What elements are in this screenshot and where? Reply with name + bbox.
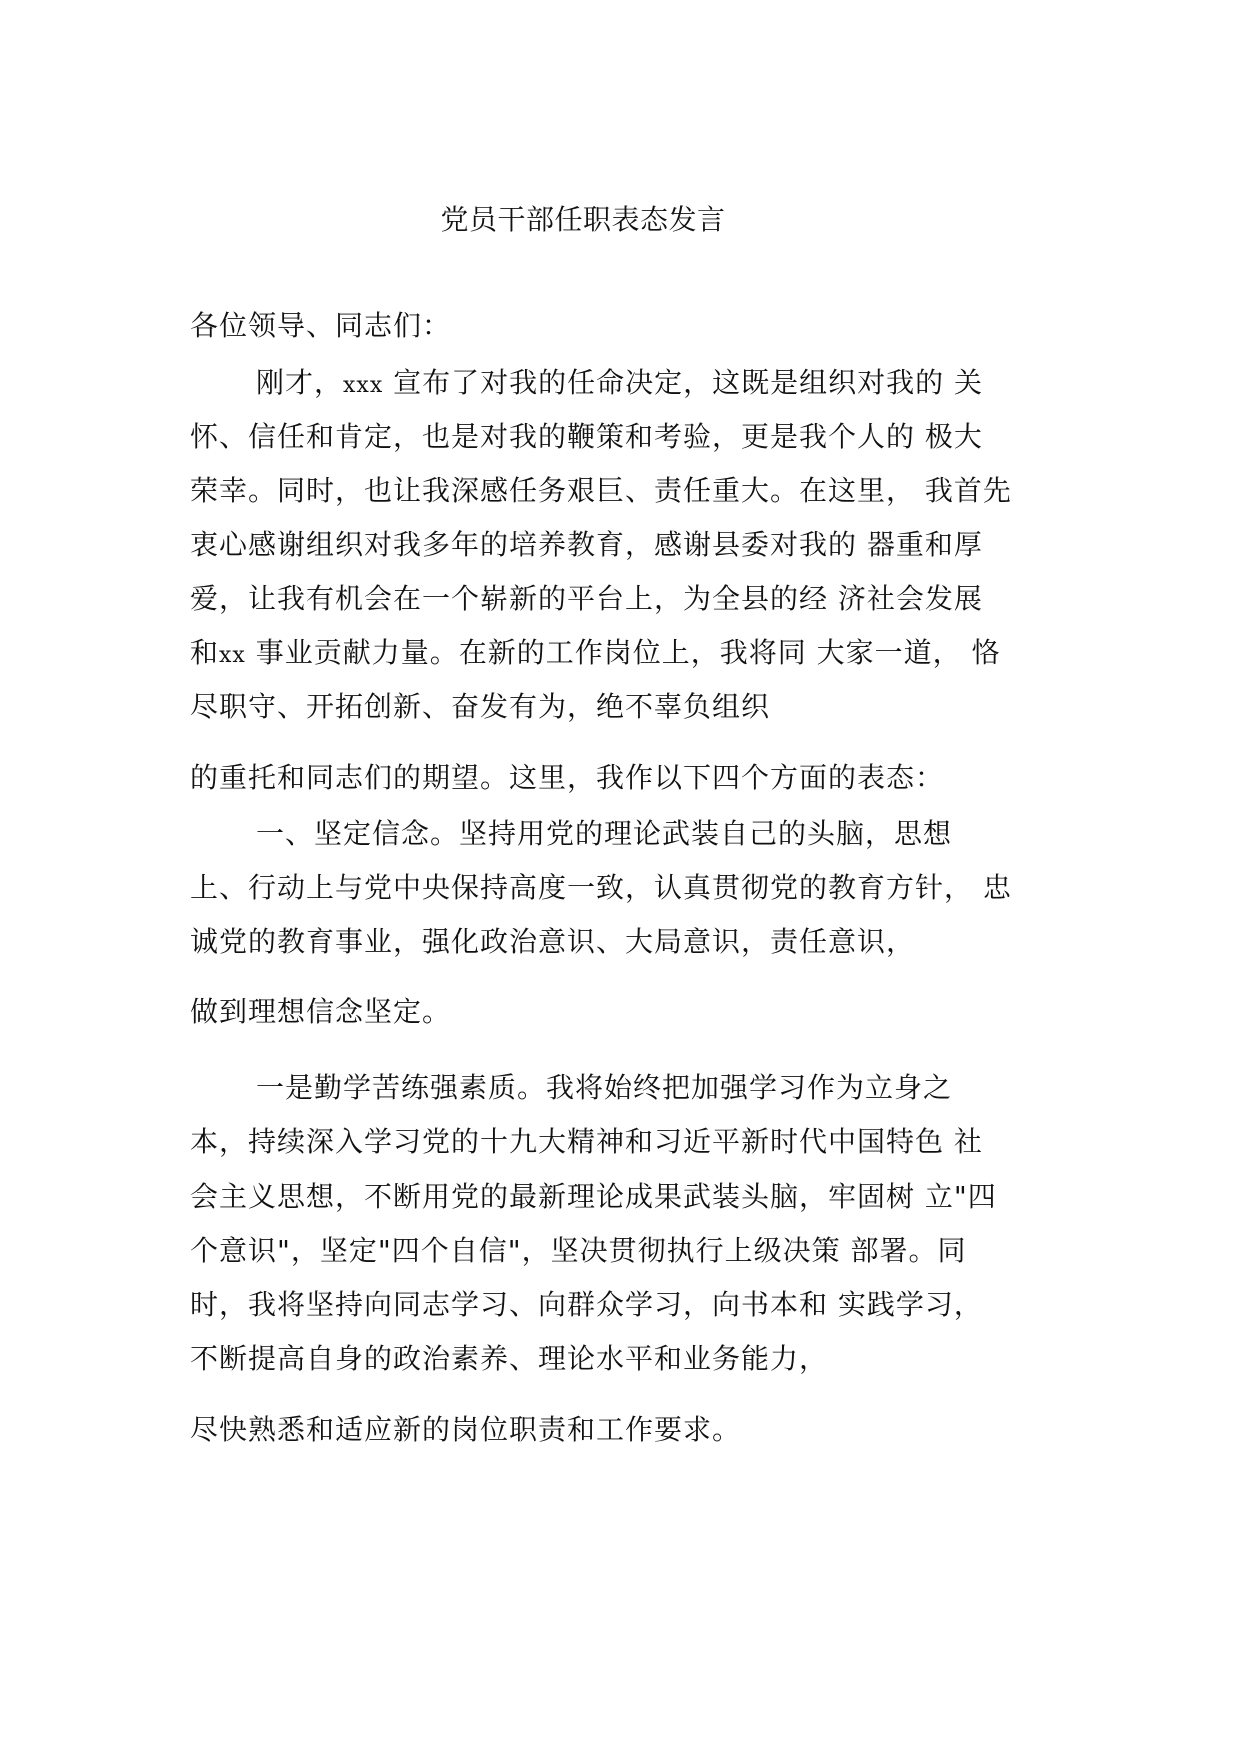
text-segment: 事业贡献力量。在新的工作岗位上，我将同 大家一道， 恪 [245,636,1001,669]
paragraph-2-line-3: 诚党的教育事业，强化政治意识、大局意识，责任意识， [190,925,916,958]
paragraph-1-line-8: 的重托和同志们的期望。这里，我作以下四个方面的表态： [190,761,945,794]
salutation: 各位领导、同志们： [190,309,452,342]
text-segment: 和 [190,636,220,669]
paragraph-2-line-4: 做到理想信念坚定。 [190,995,452,1028]
name-placeholder: xx [219,643,246,668]
paragraph-1-line-2: 怀、信任和肯定，也是对我的鞭策和考验，更是我个人的 极大 [190,420,983,453]
paragraph-3-line-7: 尽快熟悉和适应新的岗位职责和工作要求。 [190,1413,742,1446]
paragraph-3-line-4: 个意识"，坚定"四个自信"，坚决贯彻执行上级决策 部署。同 [190,1234,967,1267]
paragraph-1-line-3: 荣幸。同时，也让我深感任务艰巨、责任重大。在这里， 我首先 [190,474,1012,507]
paragraph-1-line-6 [190,633,1001,676]
paragraph-3-line-6: 不断提高自身的政治素养、理论水平和业务能力， [190,1342,829,1375]
paragraph-3-line-2: 本，持续深入学习党的十九大精神和习近平新时代中国特色 社 [190,1125,983,1158]
paragraph-1-line-5: 爱，让我有机会在一个崭新的平台上，为全县的经 济社会发展 [190,582,983,615]
text-segment: 刚才， [256,366,344,399]
paragraph-2-line-2: 上、行动上与党中央保持高度一致，认真贯彻党的教育方针， 忠 [190,871,1012,904]
paragraph-1-line-4: 衷心感谢组织对我多年的培养教育，感谢县委对我的 器重和厚 [190,528,983,561]
text-segment: 宣布了对我的任命决定，这既是组织对我的 关 [383,366,984,399]
paragraph-3-line-1: 一是勤学苦练强素质。我将始终把加强学习作为立身之 [256,1071,953,1104]
paragraph-3-line-3: 会主义思想，不断用党的最新理论成果武装头脑，牢固树 立"四 [190,1180,997,1213]
name-placeholder: xxx [343,373,384,398]
paragraph-3-line-5: 时，我将坚持向同志学习、向群众学习，向书本和 实践学习， [190,1288,983,1321]
paragraph-1-line-1 [256,363,983,406]
paragraph-1-line-7: 尽职守、开拓创新、奋发有为，绝不辜负组织 [190,690,771,723]
document-title: 党员干部任职表态发言 [440,203,726,236]
paragraph-2-line-1: 一、坚定信念。坚持用党的理论武装自己的头脑，思想 [256,817,953,850]
